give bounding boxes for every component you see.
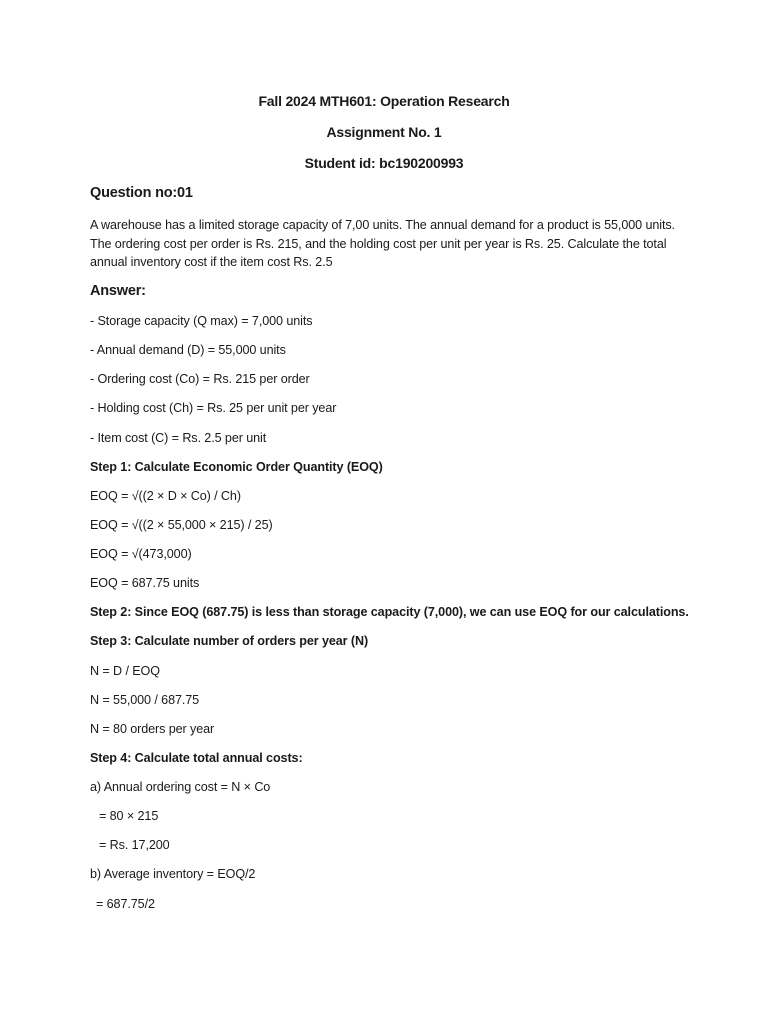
ordering-cost-calc: = 80 × 215 [99,809,159,823]
student-id: Student id: bc190200993 [304,155,464,171]
eoq-result: EOQ = 687.75 units [90,576,200,590]
given-storage-capacity: - Storage capacity (Q max) = 7,000 units [90,314,313,328]
eoq-formula: EOQ = √((2 × D × Co) / Ch) [90,489,241,503]
assignment-title: Assignment No. 1 [326,124,442,140]
given-holding-cost: - Holding cost (Ch) = Rs. 25 per unit per year [90,401,337,415]
given-ordering-cost: - Ordering cost (Co) = Rs. 215 per order [90,372,310,386]
orders-result: N = 80 orders per year [90,722,215,736]
given-annual-demand: - Annual demand (D) = 55,000 units [90,343,286,357]
average-inventory-calc: = 687.75/2 [96,897,155,911]
question-heading: Question no:01 [90,185,193,201]
orders-formula: N = D / EOQ [90,664,160,678]
orders-substitution: N = 55,000 / 687.75 [90,693,200,707]
step4-title: Step 4: Calculate total annual costs: [90,751,303,765]
step3-title: Step 3: Calculate number of orders per year (N) [90,634,369,648]
given-item-cost: - Item cost (C) = Rs. 2.5 per unit [90,431,267,445]
eoq-simplified: EOQ = √(473,000) [90,547,192,561]
average-inventory-label: b) Average inventory = EOQ/2 [90,867,256,881]
question-text: A warehouse has a limited storage capacity of 7,00 units. The annual demand for a product is 55,000 units. The ordering cost per order is Rs. 215, and the holding cost per unit per year is Rs. 25. Calculate the total annual inventory cost if the item cost Rs. 2.5 [90,218,675,269]
step1-title: Step 1: Calculate Economic Order Quantity (EOQ) [90,460,383,474]
course-title: Fall 2024 MTH601: Operation Research [258,93,510,109]
ordering-cost-result: = Rs. 17,200 [99,838,170,852]
ordering-cost-label: a) Annual ordering cost = N × Co [90,780,271,794]
step2-title: Step 2: Since EOQ (687.75) is less than storage capacity (7,000), we can use EOQ for our calculations. [90,605,689,619]
answer-heading: Answer: [90,283,146,299]
eoq-substitution: EOQ = √((2 × 55,000 × 215) / 25) [90,518,273,532]
